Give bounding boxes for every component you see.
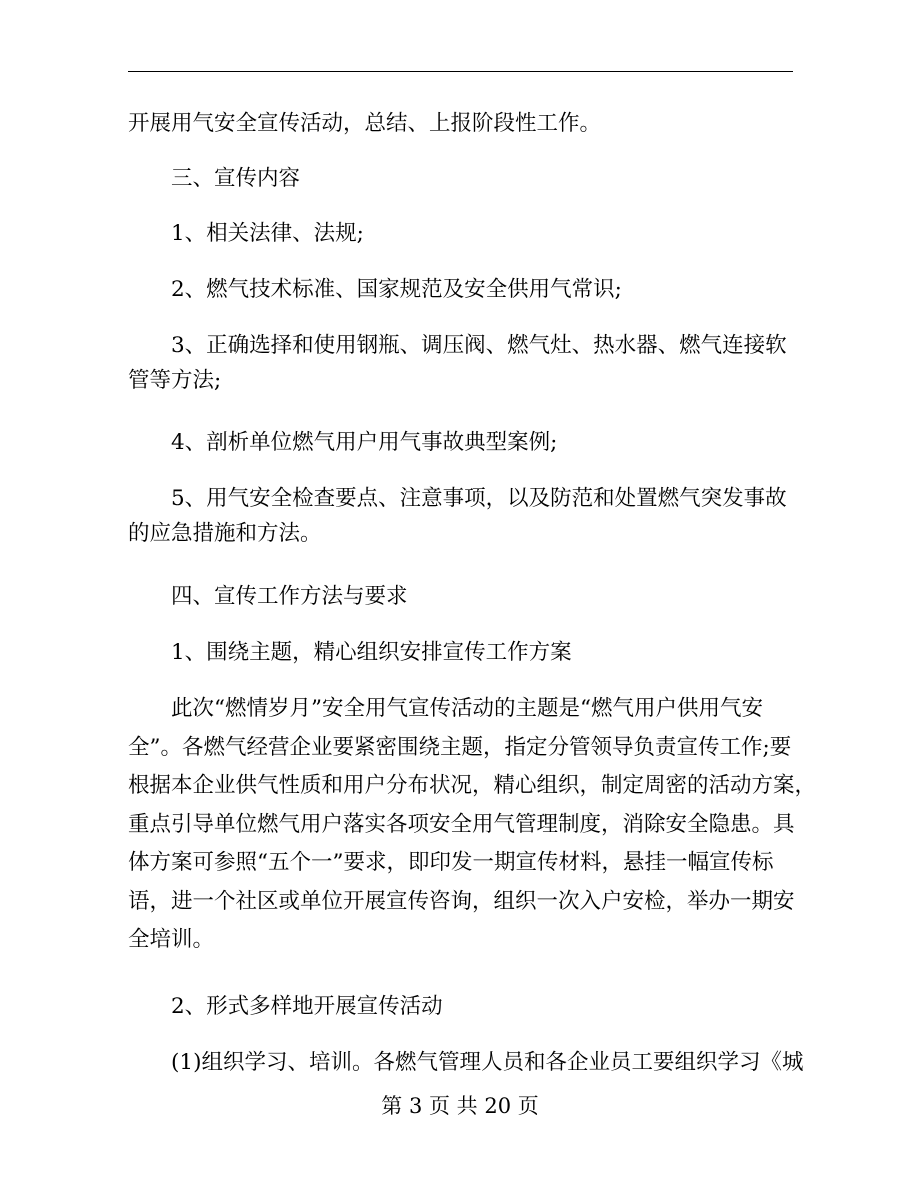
subheading-2 — [128, 989, 794, 1024]
text-line: 重点引导单位燃气用户落实各项安全用气管理制度，消除安全隐患。具 — [128, 811, 795, 837]
section-heading-4 — [128, 579, 794, 614]
list-item-3 — [128, 328, 794, 398]
text-line: 体方案可参照“五个一”要求，即印发一期宣传材料，悬挂一幅宣传标 — [128, 850, 774, 875]
subheading-1 — [128, 635, 794, 670]
text-line: 四、宣传工作方法与要求 — [171, 584, 408, 609]
text-line: 语，进一个社区或单位开展宣传咨询，组织一次入户安检，举办一期安 — [128, 888, 795, 914]
page-footer: 第 3 页 共 20 页 — [381, 1094, 539, 1118]
text-line: 2、形式多样地开展宣传活动 — [171, 994, 443, 1019]
text-line: 全”。各燃气经营企业要紧密围绕主题，指定分管领导负责宣传工作;要 — [128, 734, 792, 760]
text-line: 全培训。 — [128, 927, 215, 952]
body-paragraph-training — [128, 1045, 804, 1080]
list-item-5 — [128, 481, 794, 551]
list-item-1 — [128, 216, 794, 251]
paragraph-1 — [128, 106, 794, 141]
text-line: 5、用气安全检查要点、注意事项，以及防范和处置燃气突发事故 — [171, 486, 787, 511]
text-line: 管等方法; — [128, 368, 222, 393]
text-line: 3、正确选择和使用钢瓶、调压阀、燃气灶、热水器、燃气连接软 — [171, 333, 787, 358]
text-line: 1、围绕主题，精心组织安排宣传工作方案 — [171, 640, 572, 665]
body-paragraph-theme — [128, 690, 817, 960]
list-item-4 — [128, 425, 794, 460]
text-line: 1、相关法律、法规; — [171, 221, 364, 246]
list-item-2 — [128, 272, 794, 307]
section-heading-3 — [128, 161, 794, 196]
header-rule — [128, 71, 793, 72]
text-line: (1)组织学习、培训。各燃气管理人员和各企业员工要组织学习《城 — [171, 1050, 804, 1075]
text-line: 的应急措施和方法。 — [128, 521, 322, 546]
text-line: 根据本企业供气性质和用户分布状况，精心组织，制定周密的活动方案， — [128, 773, 817, 798]
text-line: 三、宣传内容 — [171, 166, 301, 191]
text-line: 开展用气安全宣传活动，总结、上报阶段性工作。 — [128, 111, 602, 136]
text-line: 4、剖析单位燃气用户用气事故典型案例; — [171, 430, 558, 455]
text-line: 2、燃气技术标准、国家规范及安全供用气常识; — [171, 277, 622, 302]
text-line: 此次“燃情岁月”安全用气宣传活动的主题是“燃气用户供用气安 — [171, 696, 763, 721]
